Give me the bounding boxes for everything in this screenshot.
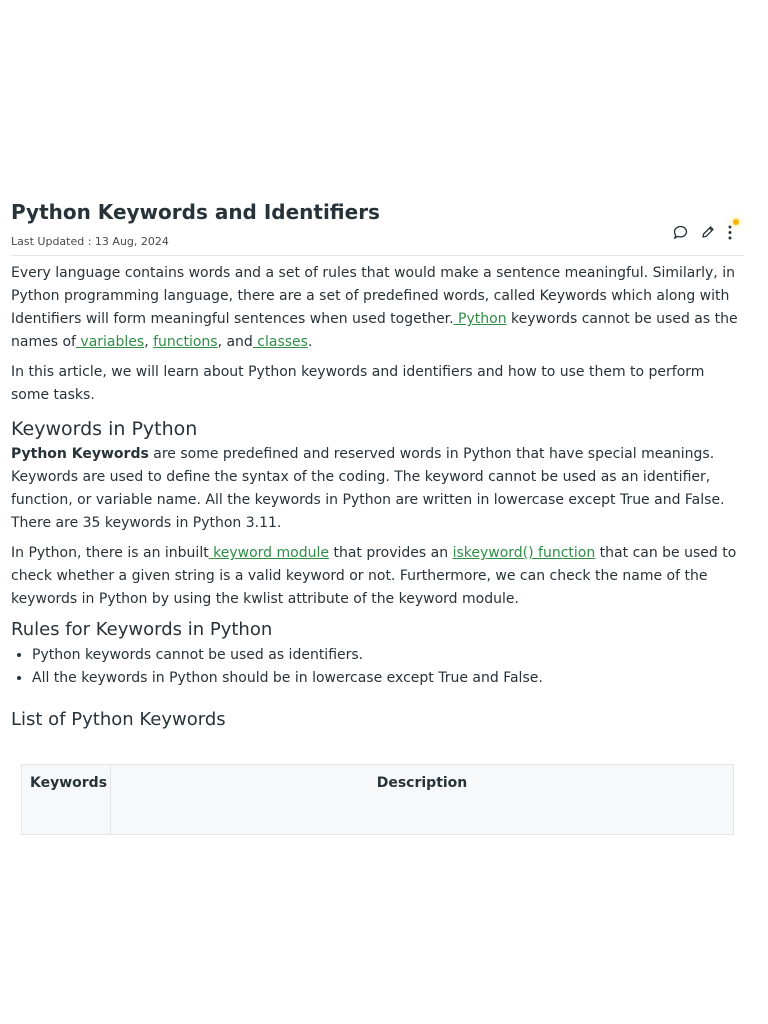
- keywords-paragraph: Python Keywords are some predefined and reserved words in Python that have special meanings. Keywords are used to define the syntax of the coding. The keyword cannot be used as an identifier, function, or variable name. All the keywords in Python are written in lowercase except True and False. There are 35 keywords in Python 3.11.: [11, 446, 725, 531]
- link-iskeyword-function[interactable]: iskeyword() function: [452, 545, 596, 561]
- link-python[interactable]: Python: [453, 311, 507, 327]
- table-header-keywords: Keywords: [22, 765, 111, 834]
- heading-list-of-keywords: List of Python Keywords: [11, 709, 226, 730]
- intro-paragraph: Every language contains words and a set of rules that would make a sentence meaningful. Similarly, in Python programming language, there are a set of predefined words, called Keywords which along with Identifiers will form meaningful sentences when used together. Python keywords cannot be used as the names of variables, functions, and classes.: [11, 265, 738, 350]
- rules-list: [11, 644, 746, 690]
- heading-keywords-in-python: Keywords in Python: [11, 418, 198, 440]
- comment-icon[interactable]: [672, 224, 689, 245]
- pencil-icon[interactable]: [700, 224, 716, 244]
- link-keyword-module[interactable]: keyword module: [208, 545, 329, 561]
- heading-rules: Rules for Keywords in Python: [11, 619, 273, 640]
- link-variables[interactable]: variables: [75, 334, 145, 350]
- article-actions: [668, 222, 748, 246]
- list-item: • All the keywords in Python should be in lowercase except True and False.: [32, 667, 746, 690]
- notification-dot: [733, 219, 739, 225]
- intro-paragraph-2: In this article, we will learn about Python keywords and identifiers and how to use them to perform some tasks.: [11, 364, 705, 403]
- link-classes[interactable]: classes: [252, 334, 308, 350]
- divider: [11, 255, 744, 256]
- article-body: [11, 262, 746, 732]
- keyword-module-paragraph: In Python, there is an inbuilt keyword module that provides an iskeyword() function that can be used to check whether a given string is a valid keyword or not. Furthermore, we can check the name of the keywords in Python by using the kwlist attribute of the keyword module.: [11, 545, 737, 607]
- last-updated: Last Updated : 13 Aug, 2024: [11, 235, 169, 248]
- more-vertical-icon[interactable]: [726, 224, 734, 245]
- page-title: Python Keywords and Identifiers: [11, 200, 380, 224]
- link-functions[interactable]: functions: [153, 334, 218, 350]
- list-item: • Python keywords cannot be used as identifiers.: [32, 644, 746, 667]
- table-header-description: Description: [376, 775, 468, 791]
- keywords-table: [21, 764, 734, 835]
